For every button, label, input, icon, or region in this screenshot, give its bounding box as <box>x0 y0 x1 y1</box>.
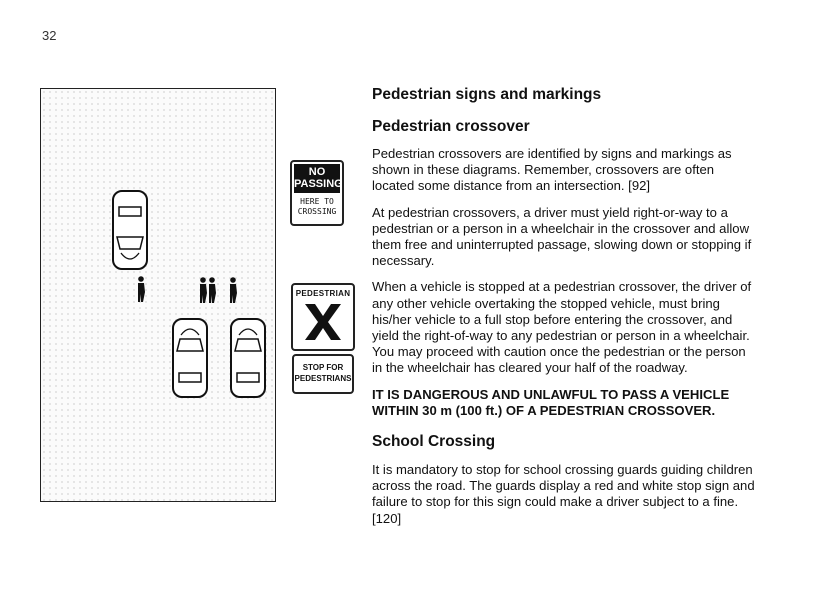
car-icon <box>231 319 265 397</box>
section-title-pedestrian-crossover: Pedestrian crossover <box>372 118 530 135</box>
no-passing-sign <box>290 160 344 226</box>
text-column <box>372 86 756 537</box>
stop-for-pedestrians-label: STOP FOR PEDESTRIANS <box>294 363 352 383</box>
no-passing-sign-top: NO PASSING <box>294 164 340 193</box>
section-title-school-crossing: School Crossing <box>372 433 496 451</box>
pedestrian-icon <box>209 277 216 303</box>
paragraph: At pedestrian crossovers, a driver must yield right-or-way to a pedestrian or a person in a wheelchair in the crossover and allow them free and uninterrupted passage, slowing down or stopping if necessary. <box>372 204 752 269</box>
page-heading: Pedestrian signs and markings <box>372 86 602 103</box>
pedestrian-sign-label: PEDESTRIAN <box>295 289 351 298</box>
warning-text: IT IS DANGEROUS AND UNLAWFUL TO PASS A VEHICLE WITHIN 30 m (100 ft.) OF A PEDESTRIAN CROSSOVER. <box>372 386 730 418</box>
paragraph: When a vehicle is stopped at a pedestrian crossover, the driver of any other vehicle overtaking the stopped vehicle, must bring his/her vehicle to a full stop before entering the crossover, and yield the right-of-way to any pedestrian or person in a wheelchair. You may proceed with caution once the pedestrian or the person in the wheelchair has cleared your half of the roadway. <box>372 279 752 376</box>
pedestrian-crossover-sign <box>291 283 355 351</box>
paragraph: Pedestrian crossovers are identified by signs and markings as shown in these diagrams. Remember, crossovers are often located some distance from an intersection. [92] <box>372 146 732 194</box>
pedestrian-icon <box>200 277 207 303</box>
paragraph: It is mandatory to stop for school crossing guards guiding children across the road. The guards display a red and white stop sign and failure to stop for this sign could make a driver subject to a fine. [120] <box>372 462 755 526</box>
no-passing-sign-bottom: HERE TO CROSSING <box>297 197 337 216</box>
x-mark-icon <box>301 300 345 344</box>
page-number: 32 <box>42 28 57 43</box>
car-icon <box>113 191 147 269</box>
pedestrian-icon <box>138 276 145 302</box>
crossover-diagram <box>40 88 276 502</box>
crossover-diagram-drawing <box>41 89 277 503</box>
pedestrian-icon <box>230 277 237 303</box>
car-icon <box>173 319 207 397</box>
stop-for-pedestrians-sign <box>292 354 354 394</box>
